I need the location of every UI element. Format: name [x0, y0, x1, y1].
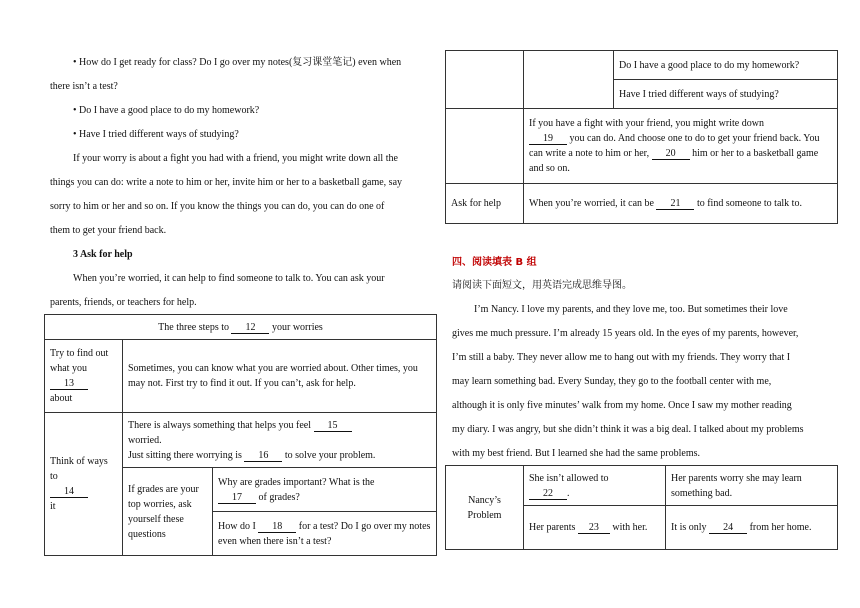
blank-14[interactable]: 14 [50, 486, 88, 498]
cont-blank-sub [524, 51, 614, 109]
blank-24[interactable]: 24 [709, 522, 747, 534]
para-fight-line: things you can do: write a note to him or her, invite him or her to a basketball game, say [50, 177, 403, 188]
table-title: The three steps to 12 your worries [45, 315, 437, 340]
bullet-studying: • Have I tried different ways of studying? [73, 129, 239, 140]
heading-ask-for-help: 3 Ask for help [73, 249, 133, 260]
three-steps-table [44, 314, 437, 556]
blank-15[interactable]: 15 [314, 420, 352, 432]
passage-line: may learn something bad. Every Sunday, they go to the football center with me, [452, 376, 772, 387]
nancy-problem-table [445, 465, 838, 550]
blank-13[interactable]: 13 [50, 378, 88, 390]
blank-16[interactable]: 16 [244, 450, 282, 462]
passage-line: although it is only five minutes’ walk from my home. Once I saw my mother reading [452, 400, 792, 411]
blank-23[interactable]: 23 [578, 522, 610, 534]
row-find-out-label: Try to find out what you 13 about [45, 340, 123, 413]
bullet-notes-cont: there isn’t a test? [50, 81, 118, 92]
instruction: 请阅读下面短文，用英语完成思维导图。 [452, 280, 632, 291]
para-worried-line: When you’re worried, it can help to find someone to talk to. You can ask your [73, 273, 385, 284]
row-think-ways-content: There is always something that helps you feel 15 worried. Just sitting there worrying is 16 to solve your problem. [123, 413, 437, 468]
blank-21[interactable]: 21 [656, 198, 694, 210]
bullet-notes: • How do I get ready for class? Do I go over my notes(复习课堂笔记) even when [73, 57, 402, 68]
nancy-cell-parents: Her parents 23 with her. [524, 506, 666, 550]
para-fight-line: them to get your friend back. [50, 225, 167, 236]
fight-content: If you have a fight with your friend, you might write down 19 you can do. And choose one to do to get your friend back. You can write a note to him or her, 20 him or her to a basketball game and so on. [524, 109, 838, 184]
grades-question-2: How do I 18 for a test? Do I go over my notes even when there isn’t a test? [213, 512, 437, 556]
steps-table-continued [445, 50, 838, 224]
passage-line: my diary. I was angry, but she didn’t think it was a big deal. I talked about my problems [452, 424, 804, 435]
cont-empty-label [446, 109, 524, 184]
section-title-b: 四、阅读填表 B 组 [452, 257, 537, 268]
question-homework-place: Do I have a good place to do my homework? [614, 51, 838, 80]
row-find-out-content: Sometimes, you can know what you are worried about. Other times, you may not. First try to find it out. If you can’t, ask for help. [123, 340, 437, 413]
passage-line: gives me much pressure. I’m already 15 years old. In the eyes of my parents, however, [452, 328, 799, 339]
ask-for-help-label: Ask for help [446, 184, 524, 224]
cont-blank-label [446, 51, 524, 109]
nancy-cell-worry: Her parents worry she may learn something bad. [666, 466, 838, 506]
nancy-cell-distance: It is only 24 from her home. [666, 506, 838, 550]
question-studying-ways: Have I tried different ways of studying? [614, 80, 838, 109]
para-fight-line: sorry to him or her and so on. If you know the things you can do, you can do one of [50, 201, 385, 212]
blank-18[interactable]: 18 [258, 521, 296, 533]
row-think-ways-label: Think of ways to 14 it [45, 413, 123, 556]
blank-22[interactable]: 22 [529, 488, 567, 500]
grades-subheading: If grades are your top worries, ask yourself these questions [123, 468, 213, 556]
passage-line: with my best friend. But I learned she had the same problems. [452, 448, 700, 459]
blank-17[interactable]: 17 [218, 492, 256, 504]
blank-12[interactable]: 12 [231, 322, 269, 334]
nancy-cell-allowed: She isn’t allowed to 22 . [524, 466, 666, 506]
blank-19[interactable]: 19 [529, 133, 567, 145]
para-fight-line: If your worry is about a fight you had with a friend, you might write down all the [73, 153, 398, 164]
grades-question-1: Why are grades important? What is the 17 of grades? [213, 468, 437, 512]
bullet-homework: • Do I have a good place to do my homework? [73, 105, 260, 116]
para-worried-line: parents, friends, or teachers for help. [50, 297, 197, 308]
nancy-problem-label: Nancy’s Problem [446, 466, 524, 550]
passage-line: I’m Nancy. I love my parents, and they love me, too. But sometimes their love [474, 304, 788, 315]
ask-for-help-content: When you’re worried, it can be 21 to find someone to talk to. [524, 184, 838, 224]
blank-20[interactable]: 20 [652, 148, 690, 160]
passage-line: I’m still a baby. They never allow me to hang out with my friends. They worry that I [452, 352, 791, 363]
